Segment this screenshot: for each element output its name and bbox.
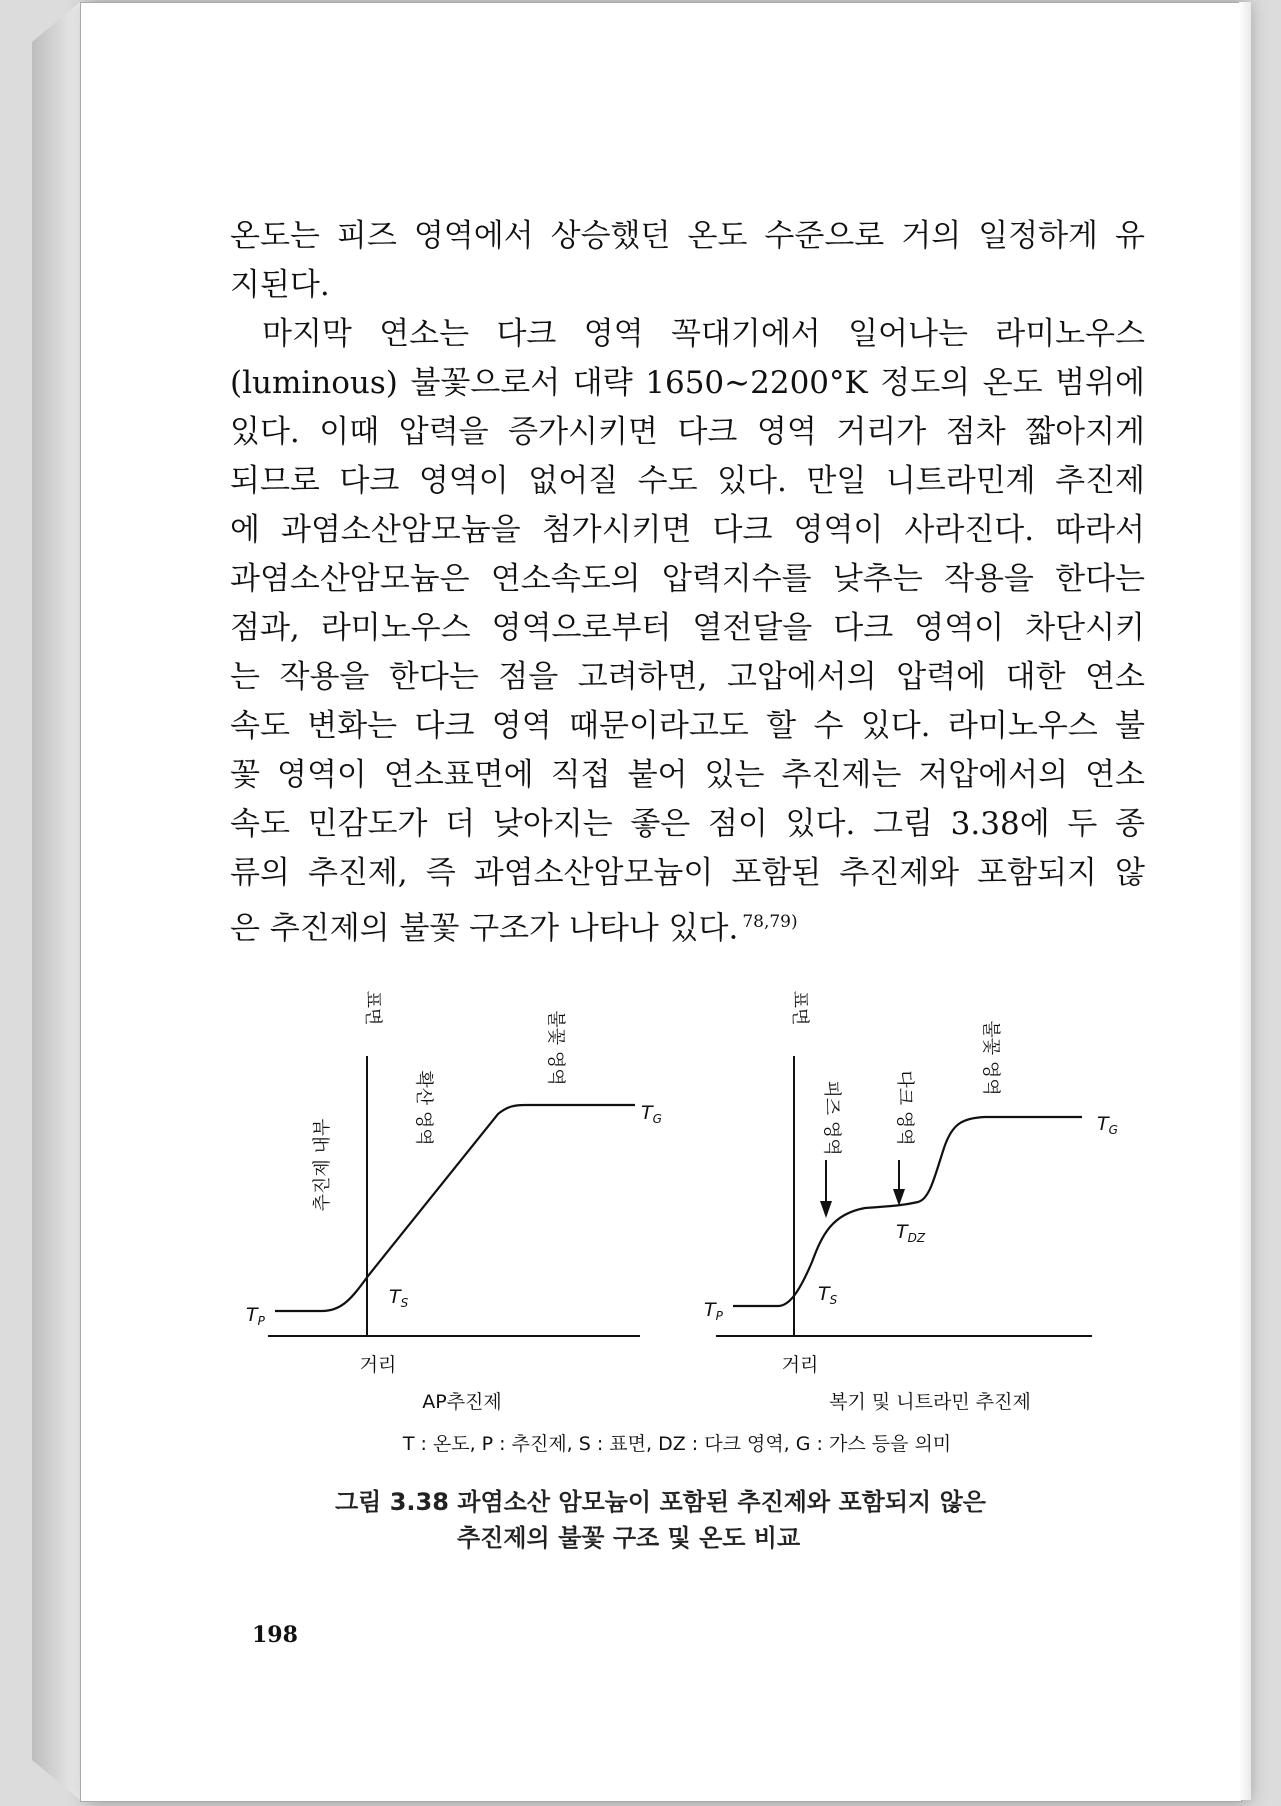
text-line: 있다. 이때 압력을 증가시키면 다크 영역 거리가 점차 짧아지게 [230,414,1145,450]
right-flame-zone-label: 불꽃 영역 [980,1020,1001,1096]
text-line: (luminous) 불꽃으로서 대략 1650∼2200°K 정도의 온도 범위에 [230,365,1145,401]
tdz-symbol: T [896,1221,908,1243]
text-line: 점과, 라미노우스 영역으로부터 열전달을 다크 영역이 차단시키 [230,610,1145,646]
right-panel [704,991,1118,1413]
tp-subscript: P [257,1314,265,1328]
figure-legend: T : 온도, P : 추진제, S : 표면, DZ : 다크 영역, G : 가스 등을 의미 [402,1433,952,1455]
text-line: 에 과염소산암모늄을 첨가시키면 다크 영역이 사라진다. 따라서 [230,512,1145,548]
tg-symbol: T [641,1102,653,1124]
text-line: 류의 추진제, 즉 과염소산암모늄이 포함된 추진제와 포함되지 않 [230,855,1145,891]
tg-subscript: G [1108,1123,1118,1137]
text-line-content: 은 추진제의 불꽃 구조가 나타나 있다. [230,910,739,947]
left-panel [246,991,662,1413]
tg-symbol: T [1097,1113,1109,1135]
left-tg-label [641,1102,662,1126]
right-surface-label: 표면 [789,990,810,1026]
tp-symbol: T [246,1304,258,1326]
text-line: 속도 민감도가 더 낮아지는 좋은 점이 있다. 그림 3.38에 두 종 [230,806,1145,842]
right-tg-label [1097,1113,1118,1137]
right-panel-subtitle: 복기 및 니트라민 추진제 [829,1391,1031,1413]
tp-subscript: P [715,1309,723,1323]
page-number: 198 [252,1622,298,1648]
right-x-axis-label: 거리 [781,1354,819,1376]
right-tp-label [704,1299,724,1323]
text-line: 과염소산암모늄은 연소속도의 압력지수를 낮추는 작용을 한다는 [230,561,1145,597]
text-line: 는 작용을 한다는 점을 고려하면, 고압에서의 압력에 대한 연소 [230,659,1145,695]
left-ts-label [389,1286,409,1310]
left-diffusion-zone-label: 확산 영역 [413,1070,434,1146]
text-line: 지된다. [230,267,330,303]
caption-line-1: 그림 3.38 과염소산 암모늄이 포함된 추진제와 포함되지 않은 [335,1488,986,1516]
left-panel-subtitle: AP추진제 [422,1391,502,1413]
right-tdz-label [896,1221,926,1245]
left-x-axis-label: 거리 [359,1354,397,1376]
ts-symbol: T [818,1283,830,1305]
left-tp-label [246,1304,266,1328]
right-fizz-zone-label: 피즈 영역 [821,1080,842,1156]
ts-symbol: T [389,1286,401,1308]
caption-line-2: 추진제의 불꽃 구조 및 온도 비교 [457,1524,801,1552]
citation-ref: 78,79) [742,912,798,932]
text-line: 되므로 다크 영역이 없어질 수도 있다. 만일 니트라민계 추진제 [230,463,1145,499]
tg-subscript: G [652,1112,662,1126]
right-dark-zone-label: 다크 영역 [894,1070,915,1146]
fizz-arrowhead-icon [820,1201,832,1218]
tdz-subscript: DZ [907,1231,926,1245]
text-line: 속도 변화는 다크 영역 때문이라고도 할 수 있다. 라미노우스 불 [230,708,1145,744]
text-line: 온도는 피즈 영역에서 상승했던 온도 수준으로 거의 일정하게 유 [230,218,1145,254]
left-surface-label: 표면 [362,990,383,1026]
left-propellant-interior-label: 추진제 내부 [312,1118,333,1212]
text-line: 꽃 영역이 연소표면에 직접 붙어 있는 추진제는 저압에서의 연소 [230,757,1145,793]
figure-caption [335,1484,1135,1556]
tp-symbol: T [704,1299,716,1321]
text-line: 마지막 연소는 다크 영역 꼭대기에서 일어나는 라미노우스 [262,316,1145,352]
right-ts-label [818,1283,838,1307]
left-flame-zone-label: 불꽃 영역 [545,1010,566,1086]
ts-subscript: S [400,1296,409,1310]
ts-subscript: S [829,1293,838,1307]
